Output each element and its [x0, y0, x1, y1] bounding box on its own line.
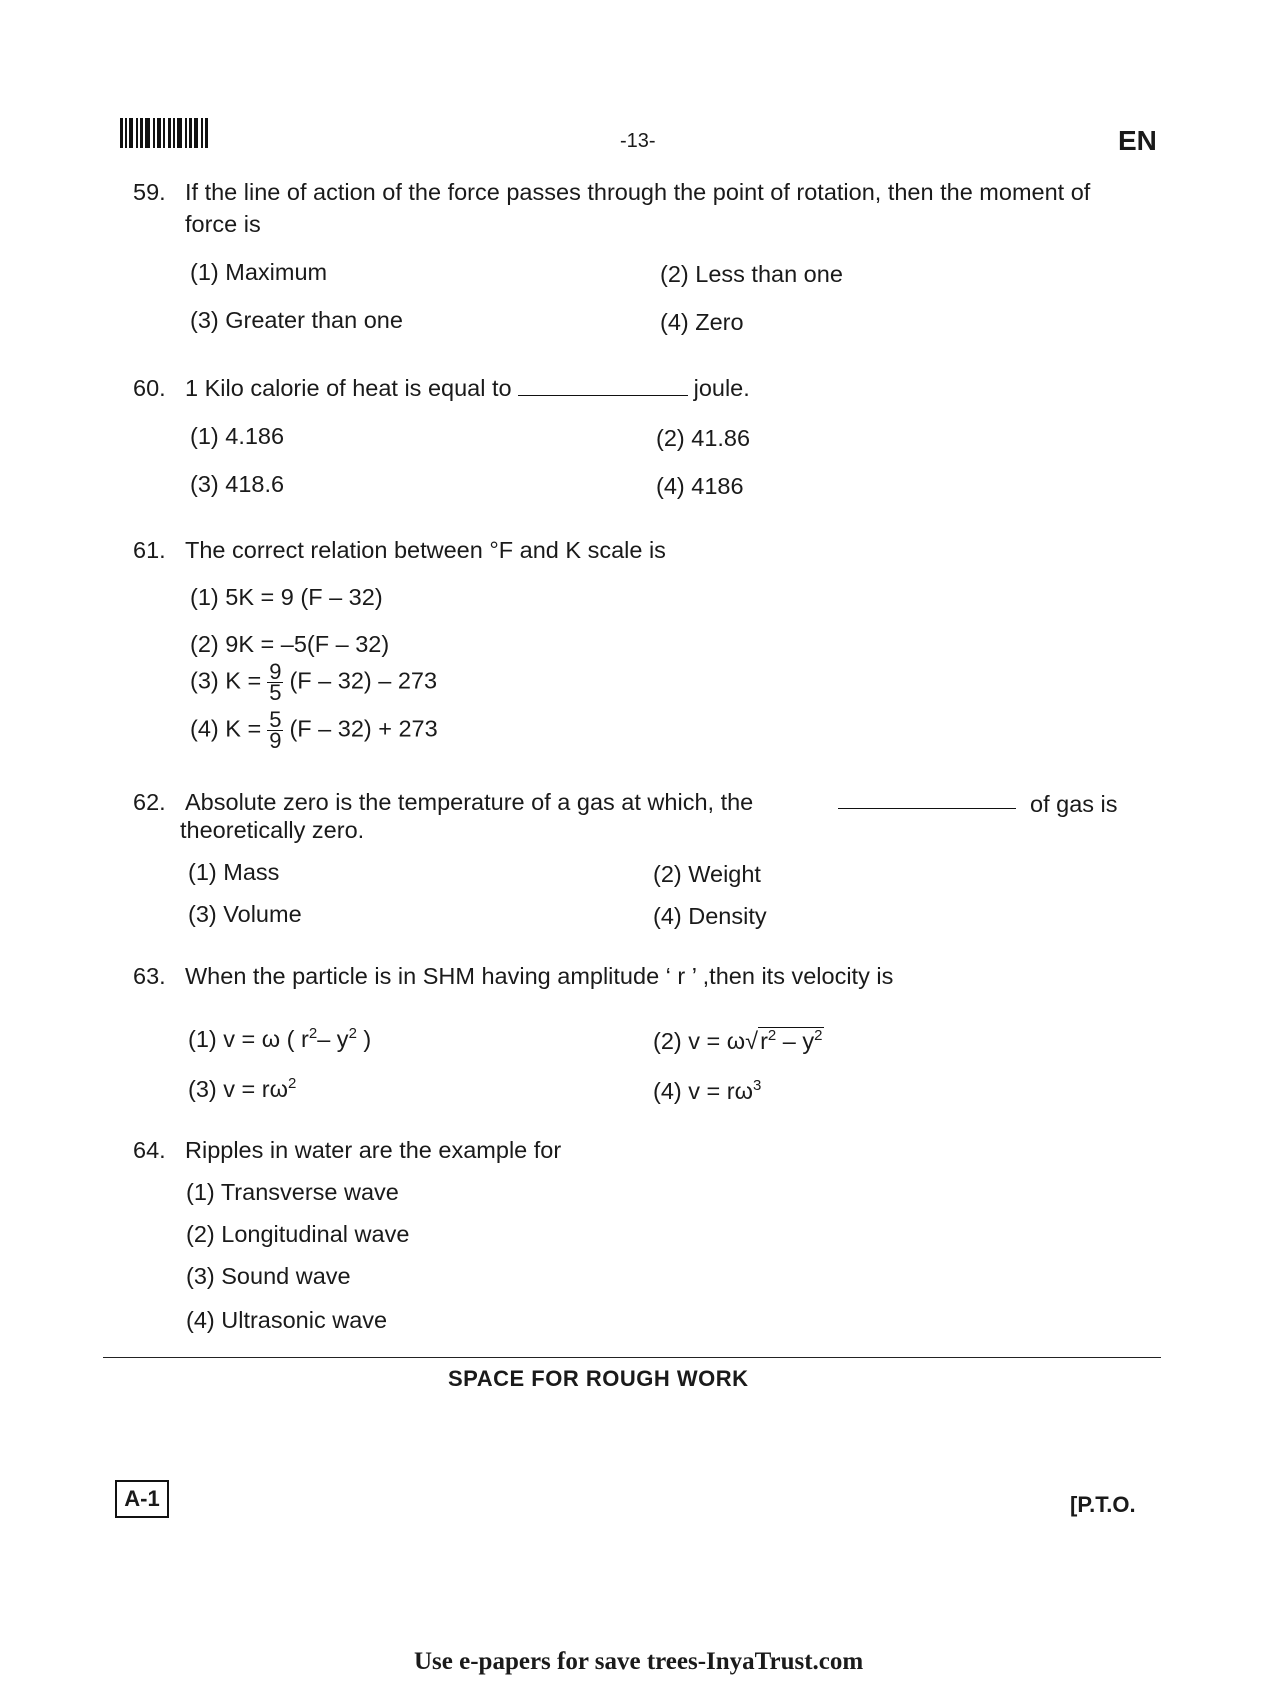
option-label: (4)	[653, 1078, 682, 1104]
fraction	[267, 659, 283, 705]
sqrt-content: $r^2 - y^2$	[760, 1027, 823, 1054]
option-3: (3) Greater than one	[190, 307, 403, 333]
option-2: (2) 9K = –5(F – 32)	[190, 631, 390, 657]
option-1: (1) 5K = 9 (F – 32)	[190, 584, 383, 610]
option-2: (2) Less than one	[660, 261, 843, 287]
question-text: 1 Kilo calorie of heat is equal to	[185, 375, 512, 401]
fraction	[267, 707, 283, 753]
option-1: (1) Mass	[188, 859, 280, 885]
rough-work-label: SPACE FOR ROUGH WORK	[448, 1366, 749, 1391]
page-number: -13-	[620, 130, 656, 152]
option-1	[188, 1025, 371, 1053]
option-2: (2) Weight	[653, 861, 761, 887]
superscript: 2	[348, 1025, 357, 1043]
option-expr-part: v = ω	[688, 1028, 746, 1054]
fraction-numerator: 5	[269, 707, 282, 732]
question-text: The correct relation between °F and K scale is	[185, 537, 666, 563]
sqrt-icon: √	[745, 1028, 759, 1054]
pto-label: [P.T.O.	[1070, 1492, 1136, 1517]
question-text-end: of gas is	[1030, 791, 1118, 817]
language-code: EN	[1118, 125, 1157, 156]
option-expr-part: v = ω ( r	[223, 1026, 309, 1052]
option-4: (4) 4186	[656, 473, 744, 499]
option-label: (1)	[188, 1026, 217, 1052]
question-number: 64.	[133, 1137, 166, 1163]
question-61	[133, 536, 666, 564]
question-text-end: joule.	[693, 375, 750, 401]
superscript: 3	[752, 1077, 762, 1095]
option-3: (3) Sound wave	[186, 1263, 351, 1289]
option-1: (1) Transverse wave	[186, 1179, 399, 1205]
question-number: 62.	[133, 789, 166, 815]
option-2	[653, 1027, 824, 1055]
option-expr-part: v = rω	[223, 1076, 288, 1102]
question-64	[133, 1136, 561, 1164]
question-text: Absolute zero is the temperature of a gas at which, the	[185, 789, 754, 815]
option-expr-part: v = rω	[688, 1078, 753, 1104]
barcode	[120, 118, 220, 148]
fraction-denominator: 5	[269, 680, 282, 705]
option-label: (2)	[653, 1028, 682, 1054]
superscript: 2	[287, 1075, 297, 1093]
option-prefix: (3) K =	[190, 667, 262, 694]
option-1: (1) Maximum	[190, 259, 328, 285]
question-number: 61.	[133, 537, 166, 563]
question-text: Ripples in water are the example for	[185, 1137, 562, 1163]
option-4: (4) Density	[653, 903, 767, 929]
question-60	[133, 374, 750, 402]
option-2: (2) 41.86	[656, 425, 751, 451]
fraction-denominator: 9	[269, 728, 282, 753]
question-text: When the particle is in SHM having amplitude ‘ r ’ ,then its velocity is	[185, 963, 894, 989]
option-expr-part: )	[356, 1026, 372, 1052]
option-3: (3) Volume	[188, 901, 302, 927]
question-number: 59.	[133, 179, 166, 205]
option-suffix: (F – 32) – 273	[289, 667, 438, 694]
option-suffix: (F – 32) + 273	[289, 715, 438, 742]
option-4: (4) Ultrasonic wave	[186, 1307, 388, 1333]
paper-code: A-1	[115, 1480, 169, 1518]
option-4	[653, 1077, 761, 1105]
option-3	[190, 659, 438, 705]
question-text: If the line of action of the force passes through the point of rotation, then the moment of	[185, 179, 1091, 205]
footer-text: Use e-papers for save trees-InyaTrust.com	[414, 1648, 864, 1675]
option-expr-part: – y	[317, 1026, 349, 1052]
fraction-numerator: 9	[269, 659, 282, 684]
question-number: 60.	[133, 375, 166, 401]
option-label: (3)	[188, 1076, 217, 1102]
question-59	[133, 178, 1090, 206]
answer-blank	[518, 377, 688, 396]
question-63	[133, 962, 893, 990]
option-3	[188, 1075, 296, 1103]
divider	[103, 1357, 1161, 1358]
question-62	[133, 788, 753, 816]
option-2: (2) Longitudinal wave	[186, 1221, 410, 1247]
option-1: (1) 4.186	[190, 423, 285, 449]
option-prefix: (4) K =	[190, 715, 262, 742]
option-3: (3) 418.6	[190, 471, 285, 497]
option-4: (4) Zero	[660, 309, 744, 335]
answer-blank	[838, 808, 1016, 809]
question-text-cont: theoretically zero.	[180, 817, 365, 843]
question-number: 63.	[133, 963, 166, 989]
option-4	[190, 707, 438, 753]
question-text-cont: force is	[185, 211, 261, 237]
superscript: 2	[308, 1025, 318, 1043]
